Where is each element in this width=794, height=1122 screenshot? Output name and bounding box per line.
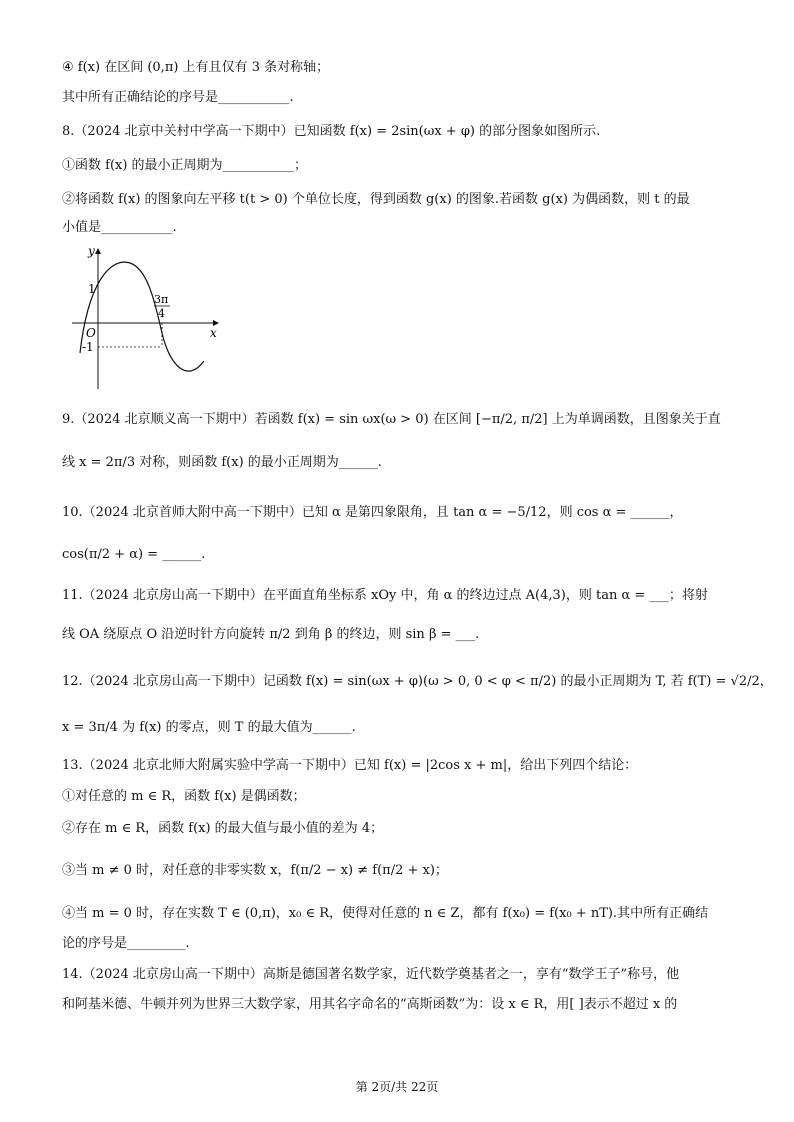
problem-10-stem: 10.（2024 北京首师大附中高一下期中）已知 α 是第四象限角，且 tan α = −5/12，则 cos α = ______， [62, 505, 683, 520]
text-line: ②将函数 f(x) 的图象向左平移 t(t > 0) 个单位长度，得到函数 g(x) 的图象.若函数 g(x) 为偶函数，则 t 的最 [62, 192, 690, 207]
text-line: ①函数 f(x) 的最小正周期为___________； [62, 158, 308, 173]
text-line: 线 x = 2π/3 对称，则函数 f(x) 的最小正周期为______. [62, 455, 382, 470]
problem-14-stem: 14.（2024 北京房山高一下期中）高斯是德国著名数学家，近代数学奠基者之一，享有“数学王子”称号，他 [62, 967, 680, 982]
problem-11-stem: 11.（2024 北京房山高一下期中）在平面直角坐标系 xOy 中，角 α 的终边过点 A(4,3)，则 tan α = ___；将射 [62, 588, 708, 603]
y-axis-label: y [88, 244, 95, 258]
text-line: 论的序号是_________. [62, 936, 190, 951]
text-line: 和阿基米德、牛顿并列为世界三大数学家，用其名字命名的“高斯函数”为：设 x ∈ R，用[ ]表示不超过 x 的 [62, 997, 678, 1012]
tick-numerator: 3π [154, 293, 169, 306]
problem-9-stem: 9.（2024 北京顺义高一下期中）若函数 f(x) = sin ωx(ω > 0) 在区间 [−π/2, π/2] 上为单调函数，且图象关于直 [62, 412, 721, 427]
problem-12-stem: 12.（2024 北京房山高一下期中）记函数 f(x) = sin(ωx + φ)(ω > 0, 0 < φ < π/2) 的最小正周期为 T, 若 f(T) = √2/2， [62, 674, 773, 689]
text-line: ③当 m ≠ 0 时，对任意的非零实数 x，f(π/2 − x) ≠ f(π/2 + x)； [62, 863, 448, 878]
x-axis-label: x [210, 326, 217, 340]
minus-one-label: -1 [82, 340, 94, 354]
text-line: ①对任意的 m ∈ R，函数 f(x) 是偶函数； [62, 789, 306, 804]
page-footer: 第 2页/共 22页 [355, 1080, 439, 1094]
one-label: 1 [88, 282, 96, 296]
text-line: ②存在 m ∈ R，函数 f(x) 的最大值与最小值的差为 4； [62, 821, 384, 836]
sine-graph-figure [70, 243, 220, 393]
tick-denominator: 4 [158, 307, 165, 320]
origin-label: O [86, 326, 96, 340]
text-line: ④ f(x) 在区间 (0,π) 上有且仅有 3 条对称轴； [62, 60, 330, 75]
sine-curve [80, 262, 204, 371]
text-line: x = 3π/4 为 f(x) 的零点，则 T 的最大值为______. [62, 720, 356, 735]
text-line: 线 OA 绕原点 O 沿逆时针方向旋转 π/2 到角 β 的终边，则 sin β = ___. [62, 627, 480, 642]
text-line: cos(π/2 + α) = ______. [62, 547, 206, 562]
problem-13-stem: 13.（2024 北京北师大附属实验中学高一下期中）已知 f(x) = |2cos x + m|，给出下列四个结论： [62, 758, 638, 773]
text-line: 小值是___________. [62, 220, 177, 235]
text-line: ④当 m = 0 时，存在实数 T ∈ (0,π)，x₀ ∈ R，使得对任意的 n ∈ Z，都有 f(x₀) = f(x₀ + nT).其中所有正确结 [62, 906, 709, 921]
problem-8-stem: 8.（2024 北京中关村中学高一下期中）已知函数 f(x) = 2sin(ωx + φ) 的部分图象如图所示. [62, 124, 601, 139]
text-line: 其中所有正确结论的序号是___________. [62, 90, 294, 105]
